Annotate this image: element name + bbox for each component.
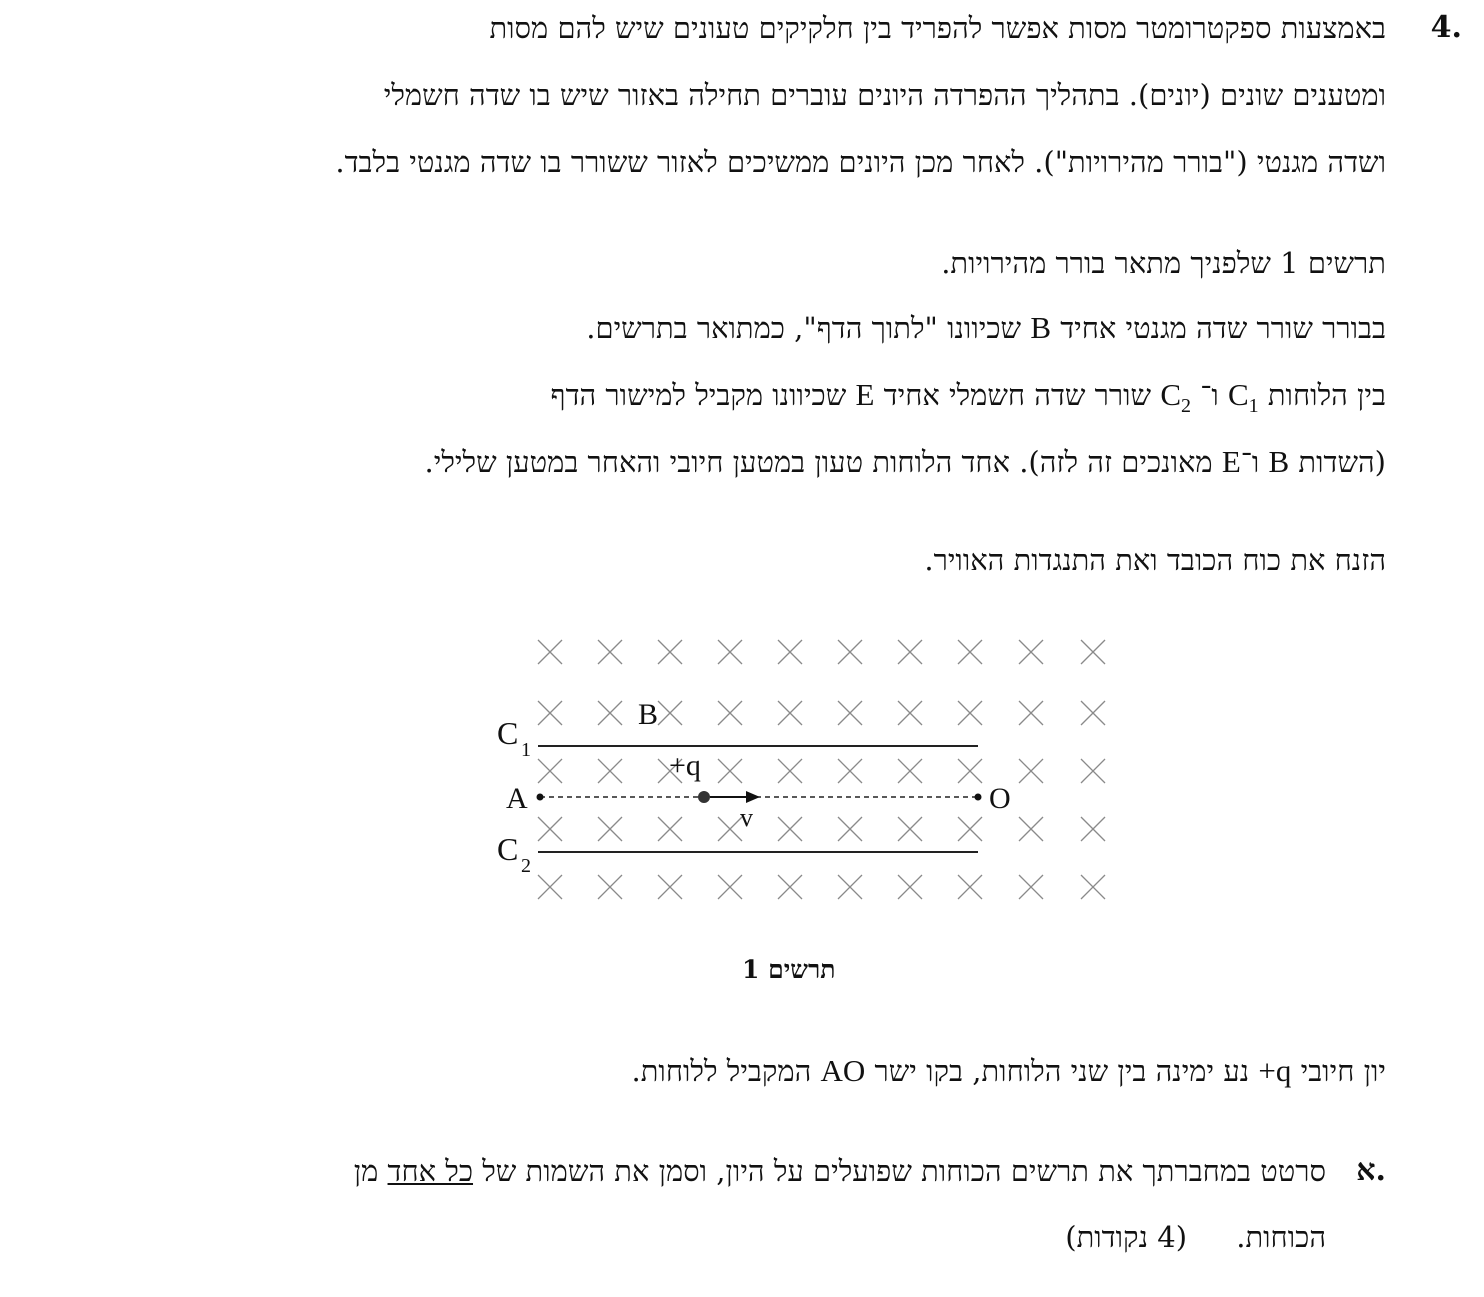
sub-question-number: א. (1356, 1153, 1386, 1188)
label-c1-sub: 1 (521, 739, 531, 761)
sub-q-underlined: כל אחד (387, 1154, 474, 1188)
field-cross (958, 817, 982, 841)
field-cross (1081, 875, 1105, 899)
field-cross (778, 817, 802, 841)
field-cross (838, 875, 862, 899)
field-cross (718, 759, 742, 783)
field-cross (1019, 640, 1043, 664)
field-cross (778, 875, 802, 899)
label-c1: C (497, 715, 519, 751)
label-c2-sub: 2 (521, 855, 531, 877)
fields-text-1: (השדות (1289, 445, 1386, 479)
ion-line (632, 1053, 1387, 1089)
field-cross (598, 817, 622, 841)
label-o: O (989, 782, 1011, 815)
plates-text-2: ו־ (1191, 378, 1228, 412)
field-cross (718, 640, 742, 664)
field-cross (1081, 640, 1105, 664)
points-label: (4 נקודות) (1065, 1220, 1188, 1254)
ion-text-1: יון חיובי (1291, 1054, 1386, 1088)
field-cross (598, 640, 622, 664)
field-cross (1081, 817, 1105, 841)
field-cross (718, 875, 742, 899)
field-cross (898, 640, 922, 664)
question-number: 4. (1430, 10, 1462, 45)
sub-q-forces-word: הכוחות. (1236, 1220, 1326, 1254)
c1-sub: 1 (1248, 395, 1259, 418)
c2-letter: C (1160, 377, 1181, 412)
field-cross (538, 640, 562, 664)
label-b: B (638, 698, 659, 731)
intro-line-2: ומטענים שונים (יונים). בתהליך ההפרדה היונים עוברים תחילה באזור שיש בו שדה חשמלי (383, 78, 1386, 112)
field-cross (718, 817, 742, 841)
ao-symbol: AO (820, 1053, 866, 1088)
field-cross (898, 701, 922, 725)
plates-text-4: שכיוונו מקביל למישור הדף (550, 378, 856, 412)
label-q: +q (669, 749, 701, 782)
field-cross (778, 640, 802, 664)
plates-text-3: שורר שדה חשמלי אחיד (874, 378, 1161, 412)
field-cross (598, 759, 622, 783)
intro-line-3: ושדה מגנטי ("בורר מהירויות"). לאחר מכן היונים ממשיכים לאזור ששורר בו שדה מגנטי בלבד. (335, 145, 1386, 179)
field-cross (658, 640, 682, 664)
fields-b-symbol: B (1268, 444, 1290, 479)
ion-text-3: המקביל ללוחות. (631, 1054, 821, 1088)
field-cross (1081, 759, 1105, 783)
field-cross (1019, 759, 1043, 783)
field-cross (538, 759, 562, 783)
field-cross (958, 701, 982, 725)
fields-e-symbol: E (1221, 444, 1241, 479)
field-cross (718, 701, 742, 725)
field-cross (1019, 875, 1043, 899)
point-a (537, 794, 544, 801)
field-cross (898, 817, 922, 841)
velocity-arrowhead (746, 791, 760, 803)
plates-text-1: בין הלוחות (1258, 378, 1386, 412)
label-a: A (506, 782, 528, 815)
field-cross (598, 701, 622, 725)
c1-letter: C (1227, 377, 1249, 412)
field-cross (778, 701, 802, 725)
label-v: v (740, 803, 753, 832)
b-line-text-2: שכיוונו "לתוך הדף", כמתואר בתרשים. (586, 311, 1031, 345)
field-cross (958, 759, 982, 783)
field-cross (1081, 701, 1105, 725)
field-cross (658, 701, 682, 725)
field-cross (958, 875, 982, 899)
magnetic-field-crosses (538, 640, 1105, 899)
field-cross (538, 701, 562, 725)
field-cross (598, 875, 622, 899)
sub-q-text-1: סרטט במחברתך את תרשים הכוחות שפועלים על היון, וסמן את השמות של (473, 1154, 1326, 1188)
neglect-note: הזנח את כוח הכובד ואת התנגדות האוויר. (924, 543, 1386, 577)
e-symbol: E (855, 377, 875, 412)
field-cross (898, 875, 922, 899)
field-cross (538, 875, 562, 899)
field-cross (1019, 817, 1043, 841)
ion-text-2: נע ימינה בין שני הלוחות, בקו ישר (865, 1054, 1259, 1088)
fields-text-3: מאונכים זה לזה). אחד הלוחות טעון במטען חיובי והאחר במטען שלילי. (424, 445, 1222, 479)
field-cross (958, 640, 982, 664)
sub-q-text-2: מן (353, 1154, 388, 1188)
figure-caption: תרשים 1 (742, 955, 836, 984)
sub-question-line-1 (354, 1153, 1326, 1189)
b-line-text-1: בבורר שורר שדה מגנטי אחיד (1051, 311, 1386, 345)
b-symbol: B (1030, 310, 1051, 345)
c2-sub: 2 (1181, 395, 1191, 418)
figure-intro: תרשים 1 שלפניך מתאר בורר מהירויות. (941, 246, 1386, 280)
field-cross (658, 817, 682, 841)
field-cross (838, 701, 862, 725)
field-cross (838, 817, 862, 841)
label-c2: C (497, 831, 519, 867)
q-symbol: +q (1258, 1053, 1292, 1088)
field-cross (538, 817, 562, 841)
field-cross (838, 759, 862, 783)
field-cross (1019, 701, 1043, 725)
field-cross (658, 875, 682, 899)
sub-question-line-2 (1065, 1219, 1326, 1255)
field-cross (778, 759, 802, 783)
fields-text-2: ו־ (1240, 445, 1269, 479)
field-cross (898, 759, 922, 783)
intro-line-1: באמצעות ספקטרומטר מסות אפשר להפריד בין חלקיקים טעונים שיש להם מסות (489, 11, 1386, 45)
point-o (975, 794, 982, 801)
field-cross (838, 640, 862, 664)
ion-particle (698, 791, 710, 803)
